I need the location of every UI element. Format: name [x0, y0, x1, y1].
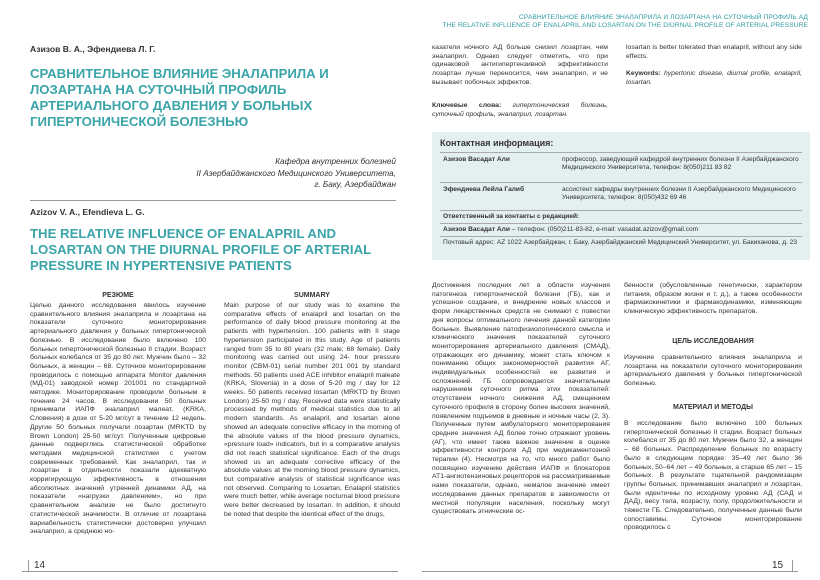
affiliation-line: г. Баку, Азербайджан	[314, 180, 396, 189]
footer-rule	[22, 560, 398, 572]
resume-heading: РЕЗЮМЕ	[102, 292, 134, 299]
responsible-address: Почтовый адрес: AZ 1022 Азербайджан, г. Баку, Азербайджанский Медицинский Университет, ул. Бакиханова, д. 23	[443, 239, 798, 246]
summary-heading: SUMMARY	[294, 292, 330, 299]
aim-heading: ЦЕЛЬ ИССЛЕДОВАНИЯ	[672, 338, 754, 345]
keywords-en-text: hypertonic disease, diurnal profile, enalapril, losartan.	[626, 70, 803, 86]
contact-divider	[440, 182, 802, 183]
article-title-en: THE RELATIVE INFLUENCE OF ENALAPRIL AND LOSARTAN ON THE DIURNAL PROFILE OF ARTERIAL PRESSURE IN HYPERTENSIVE PATIENTS	[30, 226, 371, 273]
contact-person1-info: профессор, заведующий кафедрой внутренних болезни II Азербайджанского Медицинского Университета, телефон: 8(050)211 83 82	[562, 156, 799, 172]
contact-divider	[440, 152, 802, 153]
responsible-contact[interactable]: – телефон: (050)211-83-82, e-mail: vasadat.azizov@gmail.com	[511, 226, 699, 233]
responsible-line	[443, 226, 803, 234]
authors-ru: Азизов В. А., Эфендиева Л. Г.	[30, 44, 156, 54]
page-number: 15	[772, 560, 784, 571]
body-column-2-intro: бенности (обусловленные генетически, характером питания, образом жизни и т. д.), а также особенности фармакокинетики и фармакодинамики, изменяющие клиническую эффективность препаратов.	[624, 282, 802, 316]
running-header-ru: СРАВНИТЕЛЬНОЕ ВЛИЯНИЕ ЭНАЛАПРИЛА И ЛОЗАРТАНА НА СУТОЧНЫЙ ПРОФИЛЬ АД	[518, 14, 808, 21]
page-number: 14	[34, 560, 46, 571]
article-title-ru: СРАВНИТЕЛЬНОЕ ВЛИЯНИЕ ЭНАЛАПРИЛА И ЛОЗАРТАНА НА СУТОЧНЫЙ ПРОФИЛЬ АРТЕРИАЛЬНОГО ДАВЛЕНИЯ У БОЛЬНЫХ ГИПЕРТОНИЧЕСКОЙ БОЛЕЗНЬЮ	[30, 66, 329, 129]
contact-divider	[440, 236, 802, 237]
affiliation-line: Кафедра внутренних болезней	[275, 157, 396, 166]
summary-continued: losartan is better tolerated than enalapril, without any side effects.	[626, 44, 802, 60]
section-divider	[30, 200, 396, 201]
running-header-en: THE RELATIVE INFLUENCE OF ENALAPRIL AND LOSARTAN ON THE DIURNAL PROFILE OF ARTERIAL PRESSURE	[442, 22, 808, 29]
contact-person2-info: ассистент кафедры внутренних болезни II Азербайджанского Медицинского Университета, телефон: 8(050)432 69 46	[562, 186, 796, 202]
aim-text: Изучение сравнительного влияния эналаприла и лозартана на показатели суточного мониторирования артериального давления у больных гипертонической болезнью.	[624, 354, 802, 388]
footer-bar	[28, 560, 29, 571]
responsible-title: Ответственный за контакты с редакцией:	[443, 213, 580, 220]
resume-text: Целью данного исследования явилось изучение сравнительного влияния эналаприла и лозартана на показатели суточного мониторирования артериального давления у больных гипертонической болезнью. В исследование было включено 100 больных гипертонической болезнью II стадии. Возраст больных колебался от 35 до 80 лет. Мужчин было – 32 больных, а женщин – 68. Суточное мониторирование проводилось с помощью аппарата Monitor давления (МД-01) заводской номер 201001 по стандартной методике. Мониторирование проводили больным в течение 24 часов. В исследовании 50 больных принимали ИАПФ эналаприл малеат, (KRKA, Словения) в дозе от 5-20 мг/сут в течение 12 недель. Другие 50 больных получали лозартан (MRKTD by Brown London) 25-50 мг/сут. Полученные цифровые данные подверглись статистической обработке методами медицинской статистики с учетом современных требований. Как эналаприл, так и лозартан в отдельности показали адекватную корригирующую эффективность в отношении абсолютных значений утренней динамики АД, на показатели «нагрузки давлением», но при сравнительном анализе не было достигнуто статистической значимости. В отличие от лозартана вариабельность статистически достоверно улучшил эналаприл, а среднюю но-	[30, 302, 206, 536]
contact-person1-name: Азизов Васадат Али	[443, 156, 510, 163]
methods-text: В исследование было включено 100 больных гипертонической болезнью II стадии. Возраст больных колебался от 35 до 80 лет. Мужчин было 32, а женщин – 68 больных. Распределение больных по возрасту было в следующем порядке: 35–49 лет было 36 больных, 50–64 лет – 49 больных, а старше 65 лет – 15 больных. В результате тщательной рандомизации группы больных, принимавших эналаприл и лозартан, были идентичны по исходному уровню АД (САД и ДАД), весу тела, возрасту, полу, продолжительности и тяжести ГБ. Следовательно, полученные данные были сопоставимы. Суточное мониторирование проводилось с	[624, 420, 802, 532]
footer-bar	[792, 560, 793, 571]
running-header	[436, 14, 808, 30]
affiliation-line: II Азербайджанского Медицинского Университета,	[196, 168, 396, 178]
right-page	[410, 0, 820, 580]
keywords-ru-label: Ключевые слова:	[432, 102, 502, 109]
methods-heading: МАТЕРИАЛ И МЕТОДЫ	[673, 404, 753, 411]
contact-divider	[440, 223, 802, 224]
responsible-name: Азизов Васадат Али	[443, 226, 510, 233]
keywords-ru	[432, 102, 608, 119]
keywords-en-label: Keywords:	[626, 70, 661, 77]
footer-rule	[422, 560, 798, 572]
body-column-1: Достижения последних лет в области изучения патогенеза гипертонической болезни (ГБ), как и успешное создание, и внедрение новых классов и форм лекарственных средств не снимают с повестки дня вопросы оптимального лечения данной категории больных. Выявление патофизиологического смысла и клинического значения показателей суточного мониторирования артериального давления (СМАД), отражающих его динамику, может стать ключом к пониманию общих закономерностей развития АГ, индивидуальных особенностей ее развития и осложнений. ГБ сопровождается значительным нарушением суточного ритма этих показателей: отсутствием ночного снижения АД, смещением суточного профиля в сторону более высоких значений, появлением подъемов в дневные и ночные часы (2, 3). Полученные путем амбулаторного мониторирования средние значения АД более точно отражают уровень (АГ), что имеет также важное значение в оценке эффективности контроля АД при медикаментозной терапии (4). Несмотря на то, что много работ было посвящено изучению действия ИАПФ и блокаторов АТ1-ангиотензиновых рецепторов на рассматриваемые нами показатели, однако, немалое значение имеет исследование данных препаратов в зависимости от местной популяции населения, поскольку могут существовать этнические ос-	[432, 282, 610, 516]
authors-en: Azizov V. A., Efendieva L. G.	[30, 207, 145, 217]
summary-text: Main purpose of our study was to examine the comparative effects of enalapril and losartan on the performance of daily blood pressure monitoring at the patients with hypertension. 100 patients with II stage hypertension participated in this study. Age of patients ranged from 35 to 80 years (32 male; 68 female). Daily monitoring was carried out using 24- hour pressure monitor (CBM-01) serial number 201 001 by standard methods. 50 patients used ACE inhibitor enalapril maleate (KRKA, Slovenia) in a dose of 5-20 mg / day for 12 weeks. 50 patients received losartan (MRKTD by Brown London) 25-50 mg / day. Received data were statistically processed by methods of medical statistics due to all modern standards. As enalapril, and losartan alone showed an adequate corrective efficacy in the morning of the absolute values of the blood pressure dynamics, «pressure load» indicators, but in a comparative analysis did not reach statistical significance. Each of the drugs showed us an adequate corrective efficacy of the absolute values at the morning blood pressure dynamics, but comparative analysis of statistical significance was not observed. Comparing to Losartan, Enalapril statistics were much better, while average nocturnal blood pressure were better decreased by losartan. In addition, it should be noted that despite the identical effect of the drugs,	[224, 302, 400, 518]
contact-person2-name: Эфендиева Лейла Галиб	[443, 186, 525, 193]
contact-title: Контактная информация:	[440, 138, 554, 148]
resume-continued: казатели ночного АД больше снизил лозартан, чем эналаприл. Однако следует отметить, что при одинаковой антигипертензивной эффективности лозартан лучше переносится, чем эналаприл, и не вызывает побочных эффектов.	[432, 44, 608, 86]
keywords-ru-text: гипертоническая болезнь, суточный профиль, эналаприл, лозартан.	[432, 102, 608, 118]
contact-divider	[440, 210, 802, 211]
affiliation-ru	[146, 156, 396, 191]
keywords-en	[626, 70, 802, 87]
